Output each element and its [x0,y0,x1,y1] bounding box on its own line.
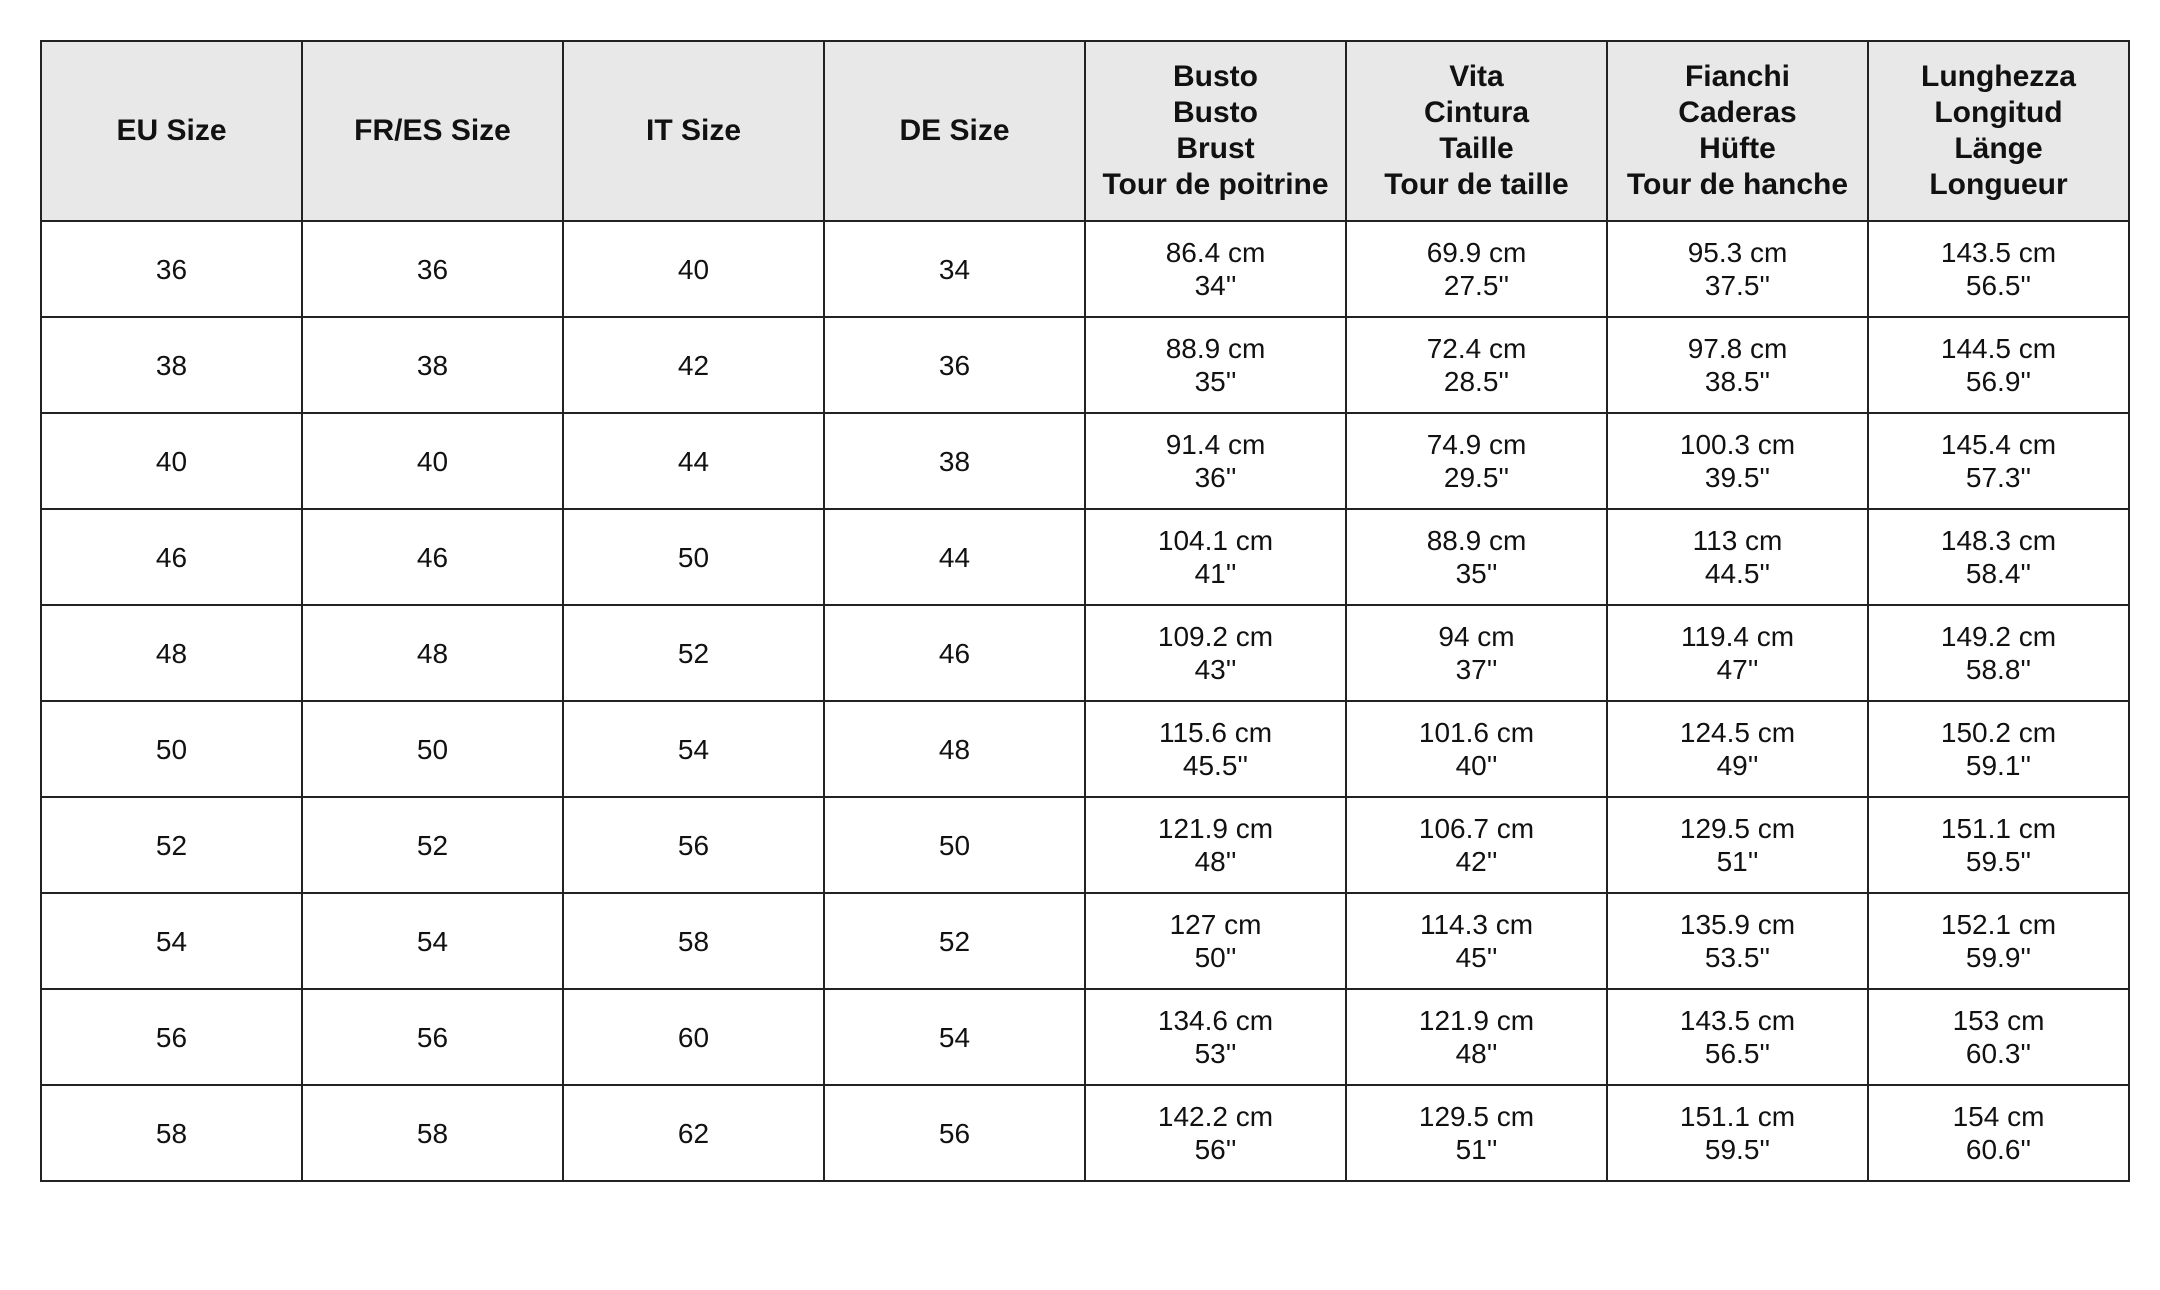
measurement-inches: 50'' [1194,942,1237,973]
measurement-cm: 88.9 cm [1165,333,1266,364]
measurement-cm: 127 cm [1169,909,1262,940]
length-cell [1868,701,2129,797]
de-size-cell: 46 [824,605,1085,701]
fr-es-size-cell: 54 [302,893,563,989]
hips-cell [1607,797,1868,893]
measurement-cm: 145.4 cm [1940,429,2057,460]
measurement-inches: 58.8'' [1965,654,2032,685]
bust-cell [1085,413,1346,509]
measurement-cm: 148.3 cm [1940,525,2057,556]
measurement-inches: 51'' [1716,846,1759,877]
fr-es-size-cell: 48 [302,605,563,701]
measurement-cm: 119.4 cm [1680,621,1795,652]
measurement-cm: 104.1 cm [1157,525,1274,556]
length-cell [1868,797,2129,893]
measurement-inches: 29.5'' [1443,462,1510,493]
table-row [41,509,2129,605]
eu-size-cell: 40 [41,413,302,509]
header-label-line: Hüfte [1699,132,1776,165]
measurement-cm: 91.4 cm [1165,429,1266,460]
hips-cell [1607,989,1868,1085]
waist-cell [1346,605,1607,701]
de-size-cell: 52 [824,893,1085,989]
waist-cell [1346,797,1607,893]
waist-cell [1346,317,1607,413]
header-label-line: Tour de poitrine [1102,168,1329,201]
table-row [41,989,2129,1085]
table-row [41,1085,2129,1181]
header-de-size [824,41,1085,221]
it-size-cell: 62 [563,1085,824,1181]
measurement-cm: 135.9 cm [1679,909,1796,940]
measurement-inches: 60.3'' [1965,1038,2032,1069]
measurement-cm: 121.9 cm [1418,1005,1535,1036]
waist-cell [1346,989,1607,1085]
measurement-cm: 150.2 cm [1940,717,2057,748]
measurement-inches: 56'' [1194,1134,1237,1165]
header-length [1868,41,2129,221]
bust-cell [1085,317,1346,413]
it-size-cell: 60 [563,989,824,1085]
header-label-line: IT Size [645,114,742,147]
header-label-line: Länge [1954,132,2043,165]
it-size-cell: 42 [563,317,824,413]
header-label-line: Caderas [1678,96,1797,129]
measurement-inches: 53.5'' [1704,942,1771,973]
eu-size-cell: 50 [41,701,302,797]
measurement-cm: 101.6 cm [1418,717,1535,748]
measurement-cm: 143.5 cm [1679,1005,1796,1036]
length-cell [1868,605,2129,701]
length-cell [1868,893,2129,989]
measurement-cm: 69.9 cm [1426,237,1527,268]
header-label-line: Cintura [1424,96,1529,129]
it-size-cell: 40 [563,221,824,317]
measurement-inches: 60.6'' [1965,1134,2032,1165]
measurement-inches: 51'' [1455,1134,1498,1165]
header-label-line: Fianchi [1684,60,1790,93]
de-size-cell: 56 [824,1085,1085,1181]
header-label-line: FR/ES Size [354,114,511,147]
measurement-cm: 143.5 cm [1940,237,2057,268]
measurement-inches: 42'' [1455,846,1498,877]
measurement-inches: 48'' [1194,846,1237,877]
bust-cell [1085,605,1346,701]
measurement-inches: 49'' [1716,750,1759,781]
measurement-inches: 38.5'' [1704,366,1771,397]
hips-cell [1607,509,1868,605]
length-cell [1868,413,2129,509]
measurement-cm: 115.6 cm [1158,717,1273,748]
fr-es-size-cell: 56 [302,989,563,1085]
de-size-cell: 34 [824,221,1085,317]
measurement-cm: 109.2 cm [1157,621,1274,652]
measurement-inches: 35'' [1455,558,1498,589]
table-row [41,221,2129,317]
waist-cell [1346,701,1607,797]
length-cell [1868,221,2129,317]
length-cell [1868,1085,2129,1181]
measurement-inches: 47'' [1716,654,1759,685]
measurement-inches: 56.5'' [1704,1038,1771,1069]
it-size-cell: 44 [563,413,824,509]
measurement-inches: 34'' [1194,270,1237,301]
measurement-inches: 59.5'' [1704,1134,1771,1165]
header-label-line: Tour de hanche [1626,168,1849,201]
waist-cell [1346,1085,1607,1181]
measurement-cm: 72.4 cm [1426,333,1527,364]
measurement-cm: 100.3 cm [1679,429,1796,460]
bust-cell [1085,701,1346,797]
de-size-cell: 38 [824,413,1085,509]
measurement-cm: 97.8 cm [1687,333,1788,364]
fr-es-size-cell: 38 [302,317,563,413]
fr-es-size-cell: 40 [302,413,563,509]
header-label-line: Busto [1173,96,1258,129]
hips-cell [1607,221,1868,317]
fr-es-size-cell: 58 [302,1085,563,1181]
measurement-cm: 151.1 cm [1940,813,2057,844]
header-hips [1607,41,1868,221]
measurement-inches: 39.5'' [1704,462,1771,493]
table-row [41,605,2129,701]
eu-size-cell: 48 [41,605,302,701]
eu-size-cell: 52 [41,797,302,893]
measurement-cm: 114.3 cm [1419,909,1534,940]
measurement-cm: 86.4 cm [1165,237,1266,268]
measurement-inches: 28.5'' [1443,366,1510,397]
header-eu-size [41,41,302,221]
measurement-inches: 59.1'' [1965,750,2032,781]
eu-size-cell: 38 [41,317,302,413]
fr-es-size-cell: 50 [302,701,563,797]
measurement-inches: 59.5'' [1965,846,2032,877]
header-label-line: Busto [1173,60,1258,93]
eu-size-cell: 36 [41,221,302,317]
it-size-cell: 52 [563,605,824,701]
it-size-cell: 56 [563,797,824,893]
waist-cell [1346,221,1607,317]
header-label-line: Lunghezza [1921,60,2076,93]
hips-cell [1607,701,1868,797]
measurement-cm: 142.2 cm [1157,1101,1274,1132]
header-waist [1346,41,1607,221]
measurement-cm: 88.9 cm [1426,525,1527,556]
header-label-line: Longitud [1934,96,2063,129]
bust-cell [1085,797,1346,893]
measurement-inches: 56.9'' [1965,366,2032,397]
fr-es-size-cell: 36 [302,221,563,317]
bust-cell [1085,989,1346,1085]
hips-cell [1607,413,1868,509]
header-label-line: Brust [1176,132,1255,165]
hips-cell [1607,893,1868,989]
measurement-inches: 48'' [1455,1038,1498,1069]
measurement-cm: 74.9 cm [1426,429,1527,460]
table-row [41,317,2129,413]
length-cell [1868,509,2129,605]
measurement-cm: 129.5 cm [1679,813,1796,844]
measurement-inches: 40'' [1455,750,1498,781]
measurement-cm: 106.7 cm [1418,813,1535,844]
length-cell [1868,989,2129,1085]
header-bust [1085,41,1346,221]
measurement-cm: 144.5 cm [1940,333,2057,364]
measurement-inches: 45'' [1455,942,1498,973]
measurement-inches: 44.5'' [1704,558,1771,589]
table-row [41,413,2129,509]
measurement-cm: 154 cm [1952,1101,2045,1132]
size-chart-table [40,40,2130,1182]
eu-size-cell: 54 [41,893,302,989]
de-size-cell: 50 [824,797,1085,893]
measurement-inches: 36'' [1194,462,1237,493]
measurement-inches: 58.4'' [1965,558,2032,589]
bust-cell [1085,509,1346,605]
bust-cell [1085,893,1346,989]
hips-cell [1607,605,1868,701]
measurement-inches: 53'' [1194,1038,1237,1069]
length-cell [1868,317,2129,413]
hips-cell [1607,1085,1868,1181]
measurement-cm: 153 cm [1952,1005,2045,1036]
measurement-cm: 124.5 cm [1679,717,1796,748]
de-size-cell: 48 [824,701,1085,797]
table-row [41,701,2129,797]
measurement-cm: 94 cm [1438,621,1515,652]
header-label-line: EU Size [116,114,227,147]
de-size-cell: 54 [824,989,1085,1085]
measurement-inches: 27.5'' [1443,270,1510,301]
measurement-cm: 152.1 cm [1940,909,2057,940]
table-body [41,221,2129,1181]
header-label-line: Longueur [1929,168,2068,201]
measurement-cm: 95.3 cm [1687,237,1788,268]
measurement-cm: 134.6 cm [1157,1005,1274,1036]
bust-cell [1085,1085,1346,1181]
table-row [41,797,2129,893]
measurement-cm: 151.1 cm [1679,1101,1796,1132]
hips-cell [1607,317,1868,413]
it-size-cell: 54 [563,701,824,797]
measurement-cm: 129.5 cm [1418,1101,1535,1132]
header-row [41,41,2129,221]
header-fr-es-size [302,41,563,221]
measurement-inches: 59.9'' [1965,942,2032,973]
fr-es-size-cell: 46 [302,509,563,605]
header-label-line: Taille [1439,132,1514,165]
de-size-cell: 36 [824,317,1085,413]
measurement-cm: 113 cm [1692,525,1783,556]
measurement-inches: 41'' [1194,558,1237,589]
measurement-inches: 45.5'' [1182,750,1249,781]
measurement-inches: 37'' [1455,654,1498,685]
eu-size-cell: 56 [41,989,302,1085]
it-size-cell: 58 [563,893,824,989]
de-size-cell: 44 [824,509,1085,605]
measurement-cm: 121.9 cm [1157,813,1274,844]
fr-es-size-cell: 52 [302,797,563,893]
it-size-cell: 50 [563,509,824,605]
bust-cell [1085,221,1346,317]
waist-cell [1346,509,1607,605]
measurement-inches: 57.3'' [1965,462,2032,493]
header-label-line: Tour de taille [1384,168,1569,201]
eu-size-cell: 58 [41,1085,302,1181]
measurement-cm: 149.2 cm [1940,621,2057,652]
waist-cell [1346,893,1607,989]
header-label-line: Vita [1449,60,1504,93]
table-row [41,893,2129,989]
measurement-inches: 43'' [1194,654,1237,685]
waist-cell [1346,413,1607,509]
header-it-size [563,41,824,221]
eu-size-cell: 46 [41,509,302,605]
measurement-inches: 35'' [1194,366,1237,397]
measurement-inches: 56.5'' [1965,270,2032,301]
measurement-inches: 37.5'' [1704,270,1771,301]
header-label-line: DE Size [899,114,1010,147]
